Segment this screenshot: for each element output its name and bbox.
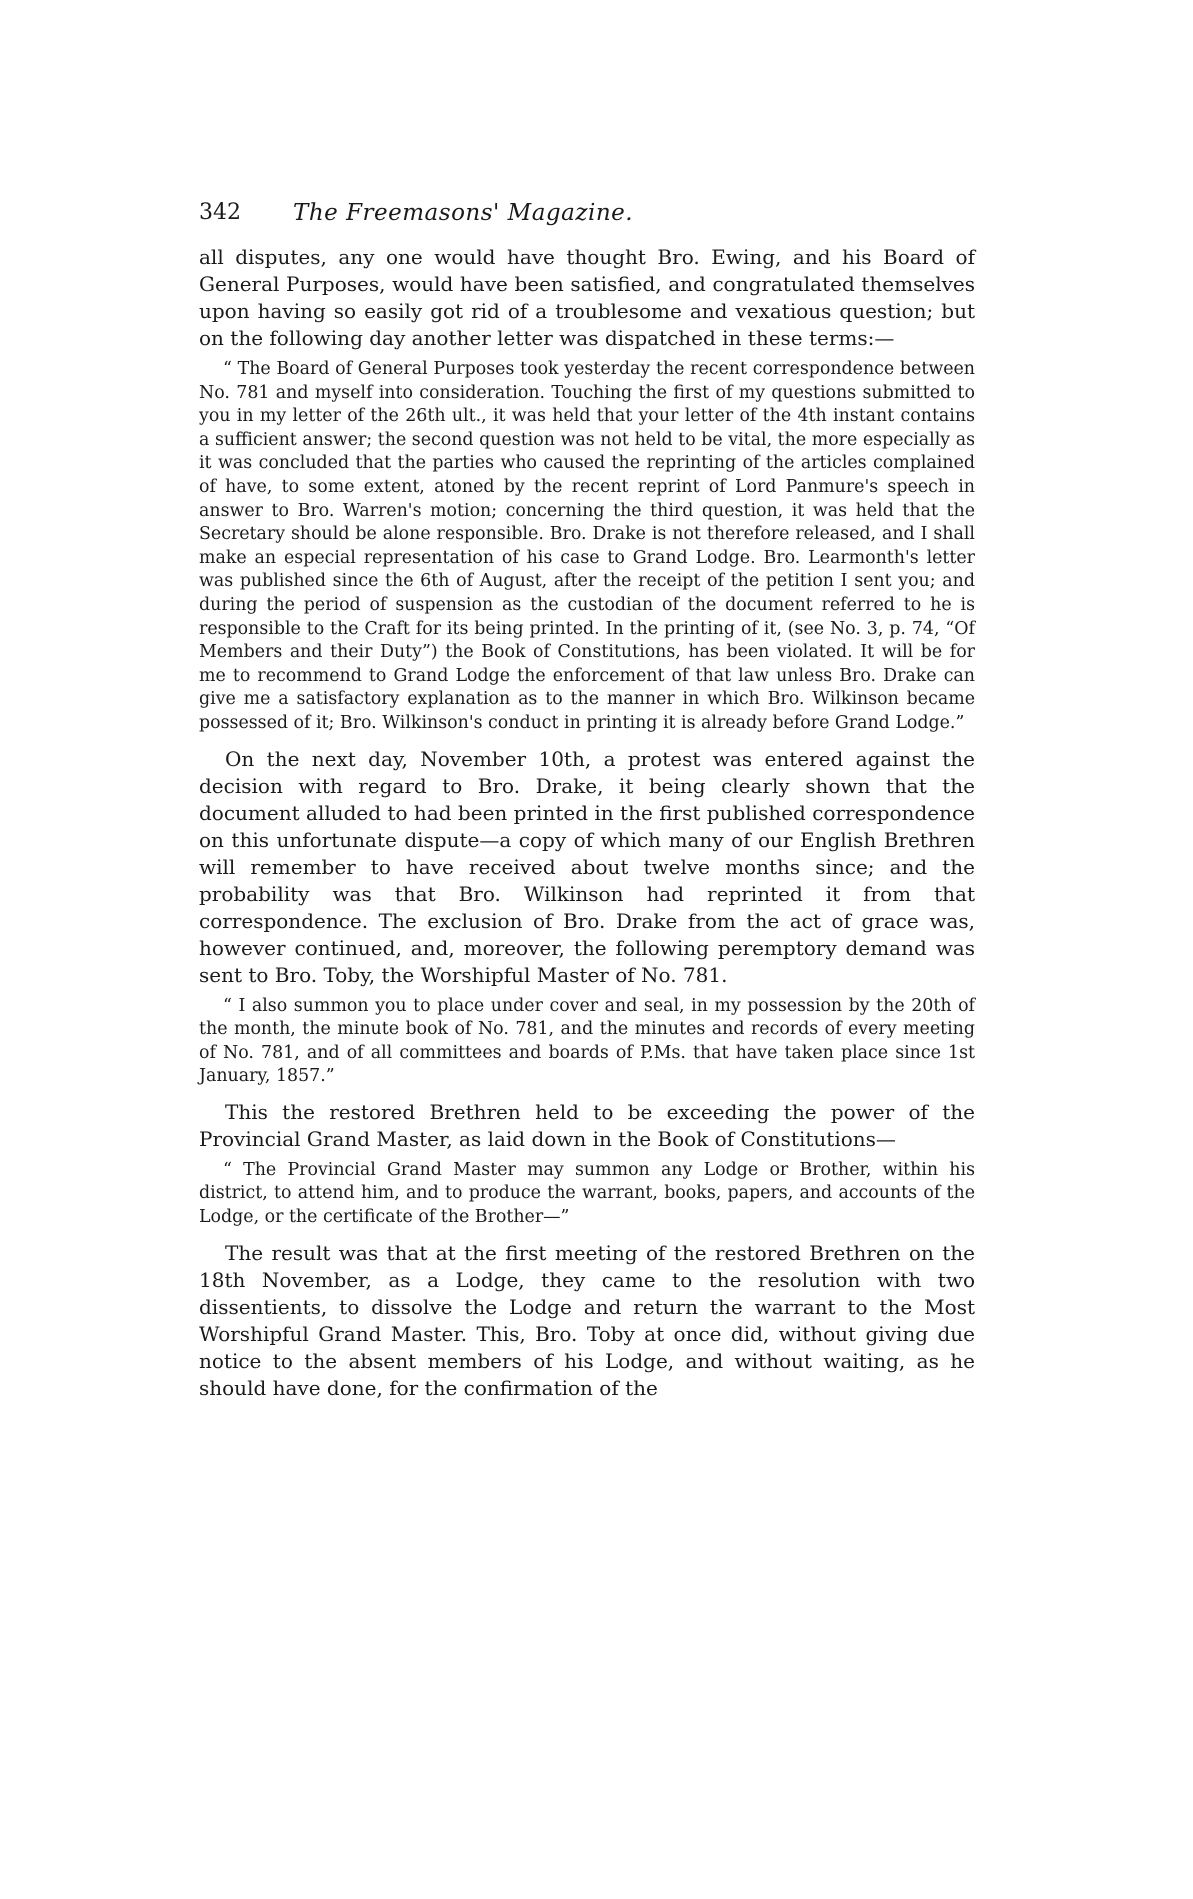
- quoted-constitution: “ The Provincial Grand Master may summon any Lodge or Brother, within his district, to attend him, and to produce the warrant, books, papers, and accounts of the Lodge, or the certificate of the Brother—”: [199, 1159, 975, 1228]
- page-number: 342: [199, 200, 241, 225]
- quoted-letter-board: “ The Board of General Purposes took yesterday the recent correspondence between No. 781 and myself into consideration. Touching the first of my questions submitted to you in my letter of the 26th ult., it was held that your letter of the 4th instant contains a sufficient answer; the second question was not held to be vital, the more especially as it was concluded that the parties who caused the reprinting of the articles complained of have, to some extent, atoned by the recent reprint of Lord Panmure's speech in answer to Bro. Warren's motion; concerning the third question, it was held that the Secretary should be alone responsible. Bro. Drake is not therefore released, and I shall make an especial representation of his case to Grand Lodge. Bro. Learmonth's letter was published since the 6th of August, after the receipt of the petition I sent you; and during the period of suspension as the custodian of the document referred to he is responsible to the Craft for its being printed. In the printing of it, (see No. 3, p. 74, “Of Members and their Duty”) the Book of Constitutions, has been violated. It will be for me to recommend to Grand Lodge the enforcement of that law unless Bro. Drake can give me a satisfactory explanation as to the manner in which Bro. Wilkinson became possessed of it; Bro. Wilkinson's conduct in printing it is already before Grand Lodge.”: [199, 359, 975, 733]
- paragraph-continuation: all disputes, any one would have thought Bro. Ewing, and his Board of General Purposes, would have been satisfied, and congratulated themselves upon having so easily got rid of a troublesome and vexatious question; but on the following day another letter was dispatched in these terms:—: [199, 245, 975, 350]
- magazine-title: The Freemasons' Magazine.: [293, 200, 634, 226]
- paragraph-restored-brethren: This the restored Brethren held to be exceeding the power of the Provincial Grand Master, as laid down in the Book of Constitutions—: [199, 1099, 975, 1151]
- paragraph-protest: On the next day, November 10th, a protest was entered against the decision with regard to Bro. Drake, it being clearly shown that the document alluded to had been printed in the first published correspondence on this unfortunate dispute—a copy of which many of our English Brethren will remember to have received about twelve months since; and the probability was that Bro. Wilkinson had reprinted it from that correspondence. The exclusion of Bro. Drake from the act of grace was, however continued, and, moreover, the following peremptory demand was sent to Bro. Toby, the Worshipful Master of No. 781.: [199, 746, 975, 987]
- paragraph-result: The result was that at the first meeting of the restored Brethren on the 18th November, as a Lodge, they came to the resolution with two dissentients, to dissolve the Lodge and return the warrant to the Most Worshipful Grand Master. This, Bro. Toby at once did, without giving due notice to the absent members of his Lodge, and without waiting, as he should have done, for the confirmation of the: [199, 1240, 975, 1400]
- magazine-page: [199, 200, 975, 1408]
- running-head: [199, 200, 975, 240]
- quoted-summons: “ I also summon you to place under cover and seal, in my possession by the 20th of the month, the minute book of No. 781, and the minutes and records of every meeting of No. 781, and of all committees and boards of P.Ms. that have taken place since 1st January, 1857.”: [199, 995, 975, 1087]
